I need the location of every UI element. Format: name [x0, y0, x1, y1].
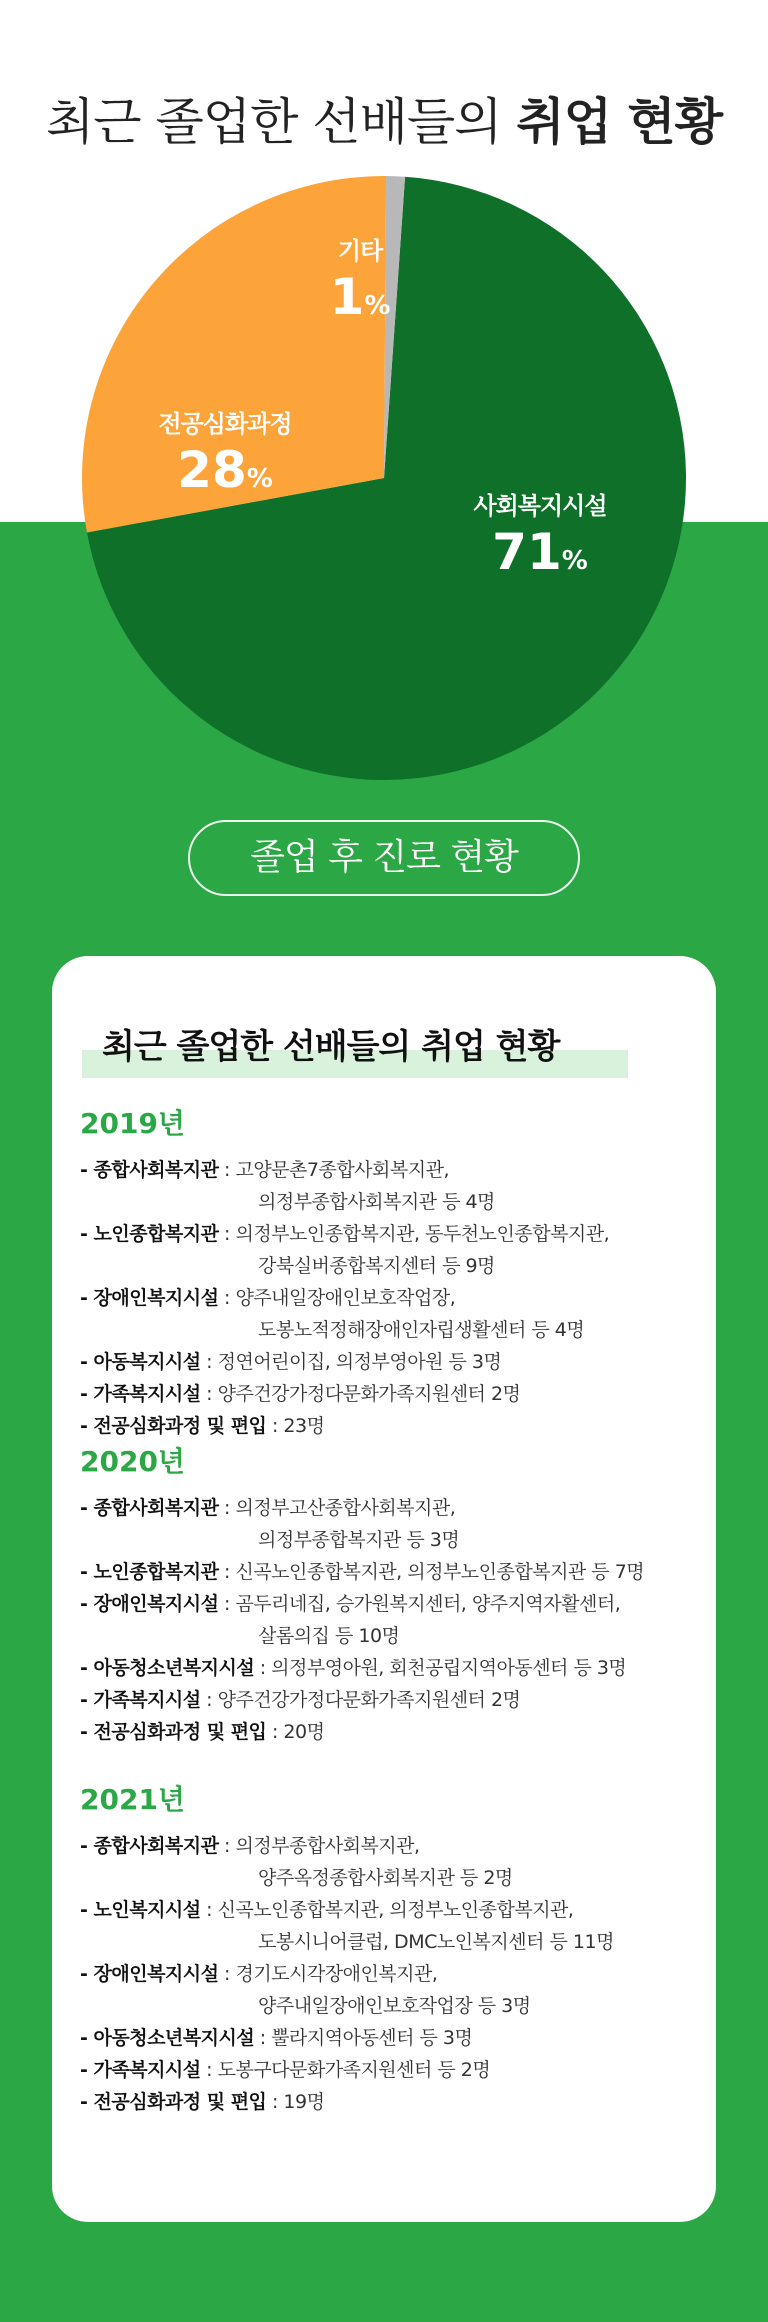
employment-category: - 종합사회복지관 — [80, 1497, 219, 1519]
employment-item — [80, 1378, 609, 1410]
employment-item — [80, 1314, 609, 1346]
employment-category: - 노인종합복지관 — [80, 1561, 219, 1583]
slice-other-percent: 1% — [329, 268, 391, 326]
employment-detail: : 경기도시각장애인복지관, — [218, 1963, 438, 1985]
employment-item — [80, 1492, 644, 1524]
employment-detail: : 의정부고산종합사회복지관, — [218, 1497, 456, 1519]
pie-chart-svg — [0, 0, 768, 800]
employment-detail: : 19명 — [266, 2091, 325, 2113]
employment-category: - 전공심화과정 및 편입 — [80, 1721, 267, 1743]
slice-label-other — [300, 235, 420, 336]
employment-item — [80, 1684, 644, 1716]
employment-item — [80, 1250, 609, 1282]
employment-detail: : 고양문촌7종합사회복지관, — [218, 1159, 449, 1181]
employment-item — [80, 1186, 609, 1218]
employment-item — [80, 1282, 609, 1314]
employment-item — [80, 2086, 614, 2118]
employment-item — [80, 1556, 644, 1588]
employment-item — [80, 2022, 614, 2054]
year-heading: 2021년 — [80, 1783, 185, 1816]
employment-detail: : 20명 — [266, 1721, 325, 1743]
employment-item — [80, 1958, 614, 1990]
employment-item — [80, 1894, 614, 1926]
slice-social-name: 사회복지시설 — [473, 492, 607, 520]
employment-detail-continued: 강북실버종합복지센터 등 9명 — [258, 1255, 495, 1277]
employment-item — [80, 1652, 644, 1684]
employment-category: - 장애인복지시설 — [80, 1963, 219, 1985]
employment-detail-continued: 양주옥정종합사회복지관 등 2명 — [258, 1867, 513, 1889]
career-path-button[interactable]: 졸업 후 진로 현황 — [188, 820, 580, 896]
employment-item — [80, 1830, 614, 1862]
slice-label-major — [130, 408, 320, 509]
page-title-normal: 최근 졸업한 선배들의 — [45, 93, 502, 151]
employment-item — [80, 1926, 614, 1958]
year-heading: 2019년 — [80, 1107, 185, 1140]
slice-social-percent: 71% — [492, 523, 588, 581]
employment-category: - 가족복지시설 — [80, 2059, 201, 2081]
employment-detail: : 신곡노인종합복지관, 의정부노인종합복지관 등 7명 — [218, 1561, 645, 1583]
employment-detail: : 의정부영아원, 회천공립지역아동센터 등 3명 — [254, 1657, 627, 1679]
employment-category: - 아동청소년복지시설 — [80, 1657, 255, 1679]
employment-item — [80, 1154, 609, 1186]
employment-category: - 노인복지시설 — [80, 1899, 201, 1921]
employment-category: - 장애인복지시설 — [80, 1287, 219, 1309]
employment-detail: : 도봉구다문화가족지원센터 등 2명 — [200, 2059, 491, 2081]
employment-detail: : 신곡노인종합복지관, 의정부노인종합복지관, — [200, 1899, 574, 1921]
employment-category: - 가족복지시설 — [80, 1689, 201, 1711]
card-title-wrap — [82, 1022, 559, 1072]
employment-item — [80, 1346, 609, 1378]
employment-item — [80, 1862, 614, 1894]
employment-detail: : 양주건강가정다문화가족지원센터 2명 — [200, 1689, 521, 1711]
employment-detail-continued: 의정부종합사회복지관 등 4명 — [258, 1191, 495, 1213]
employment-category: - 장애인복지시설 — [80, 1593, 219, 1615]
page-title-bold: 취업 현황 — [516, 93, 722, 151]
pie-chart — [0, 0, 768, 800]
employment-detail-continued: 도봉노적정해장애인자립생활센터 등 4명 — [258, 1319, 585, 1341]
employment-category: - 아동복지시설 — [80, 1351, 201, 1373]
card-title: 최근 졸업한 선배들의 취업 현황 — [102, 1027, 560, 1067]
year-heading: 2020년 — [80, 1445, 185, 1478]
employment-category: - 가족복지시설 — [80, 1383, 201, 1405]
employment-item — [80, 1620, 644, 1652]
slice-label-social — [440, 490, 640, 591]
employment-detail: : 곰두리네집, 승가원복지센터, 양주지역자활센터, — [218, 1593, 621, 1615]
employment-category: - 종합사회복지관 — [80, 1159, 219, 1181]
employment-detail: : 의정부노인종합복지관, 동두천노인종합복지관, — [218, 1223, 610, 1245]
employment-item — [80, 1588, 644, 1620]
employment-category: - 전공심화과정 및 편입 — [80, 2091, 267, 2113]
slice-major-name: 전공심화과정 — [158, 410, 292, 438]
employment-detail-continued: 살롬의집 등 10명 — [258, 1625, 400, 1647]
employment-category: - 종합사회복지관 — [80, 1835, 219, 1857]
employment-item — [80, 2054, 614, 2086]
slice-other-name: 기타 — [337, 237, 383, 265]
employment-item — [80, 1524, 644, 1556]
employment-item — [80, 1990, 614, 2022]
slice-major-percent: 28% — [177, 441, 273, 499]
employment-detail: : 의정부종합사회복지관, — [218, 1835, 420, 1857]
employment-category: - 전공심화과정 및 편입 — [80, 1415, 267, 1437]
employment-detail-continued: 도봉시니어클럽, DMC노인복지센터 등 11명 — [258, 1931, 614, 1953]
employment-item — [80, 1410, 609, 1442]
employment-detail: : 정연어린이집, 의정부영아원 등 3명 — [200, 1351, 502, 1373]
employment-detail: : 23명 — [266, 1415, 325, 1437]
employment-item — [80, 1716, 644, 1748]
employment-item — [80, 1218, 609, 1250]
year-block — [80, 1104, 609, 1442]
employment-detail: : 뿔라지역아동센터 등 3명 — [254, 2027, 473, 2049]
year-block — [80, 1442, 644, 1748]
employment-card — [52, 956, 716, 2222]
employment-category: - 노인종합복지관 — [80, 1223, 219, 1245]
year-block — [80, 1780, 614, 2118]
employment-detail-continued: 양주내일장애인보호작업장 등 3명 — [258, 1995, 531, 2017]
employment-detail: : 양주내일장애인보호작업장, — [218, 1287, 456, 1309]
employment-detail-continued: 의정부종합복지관 등 3명 — [258, 1529, 460, 1551]
employment-detail: : 양주건강가정다문화가족지원센터 2명 — [200, 1383, 521, 1405]
employment-category: - 아동청소년복지시설 — [80, 2027, 255, 2049]
